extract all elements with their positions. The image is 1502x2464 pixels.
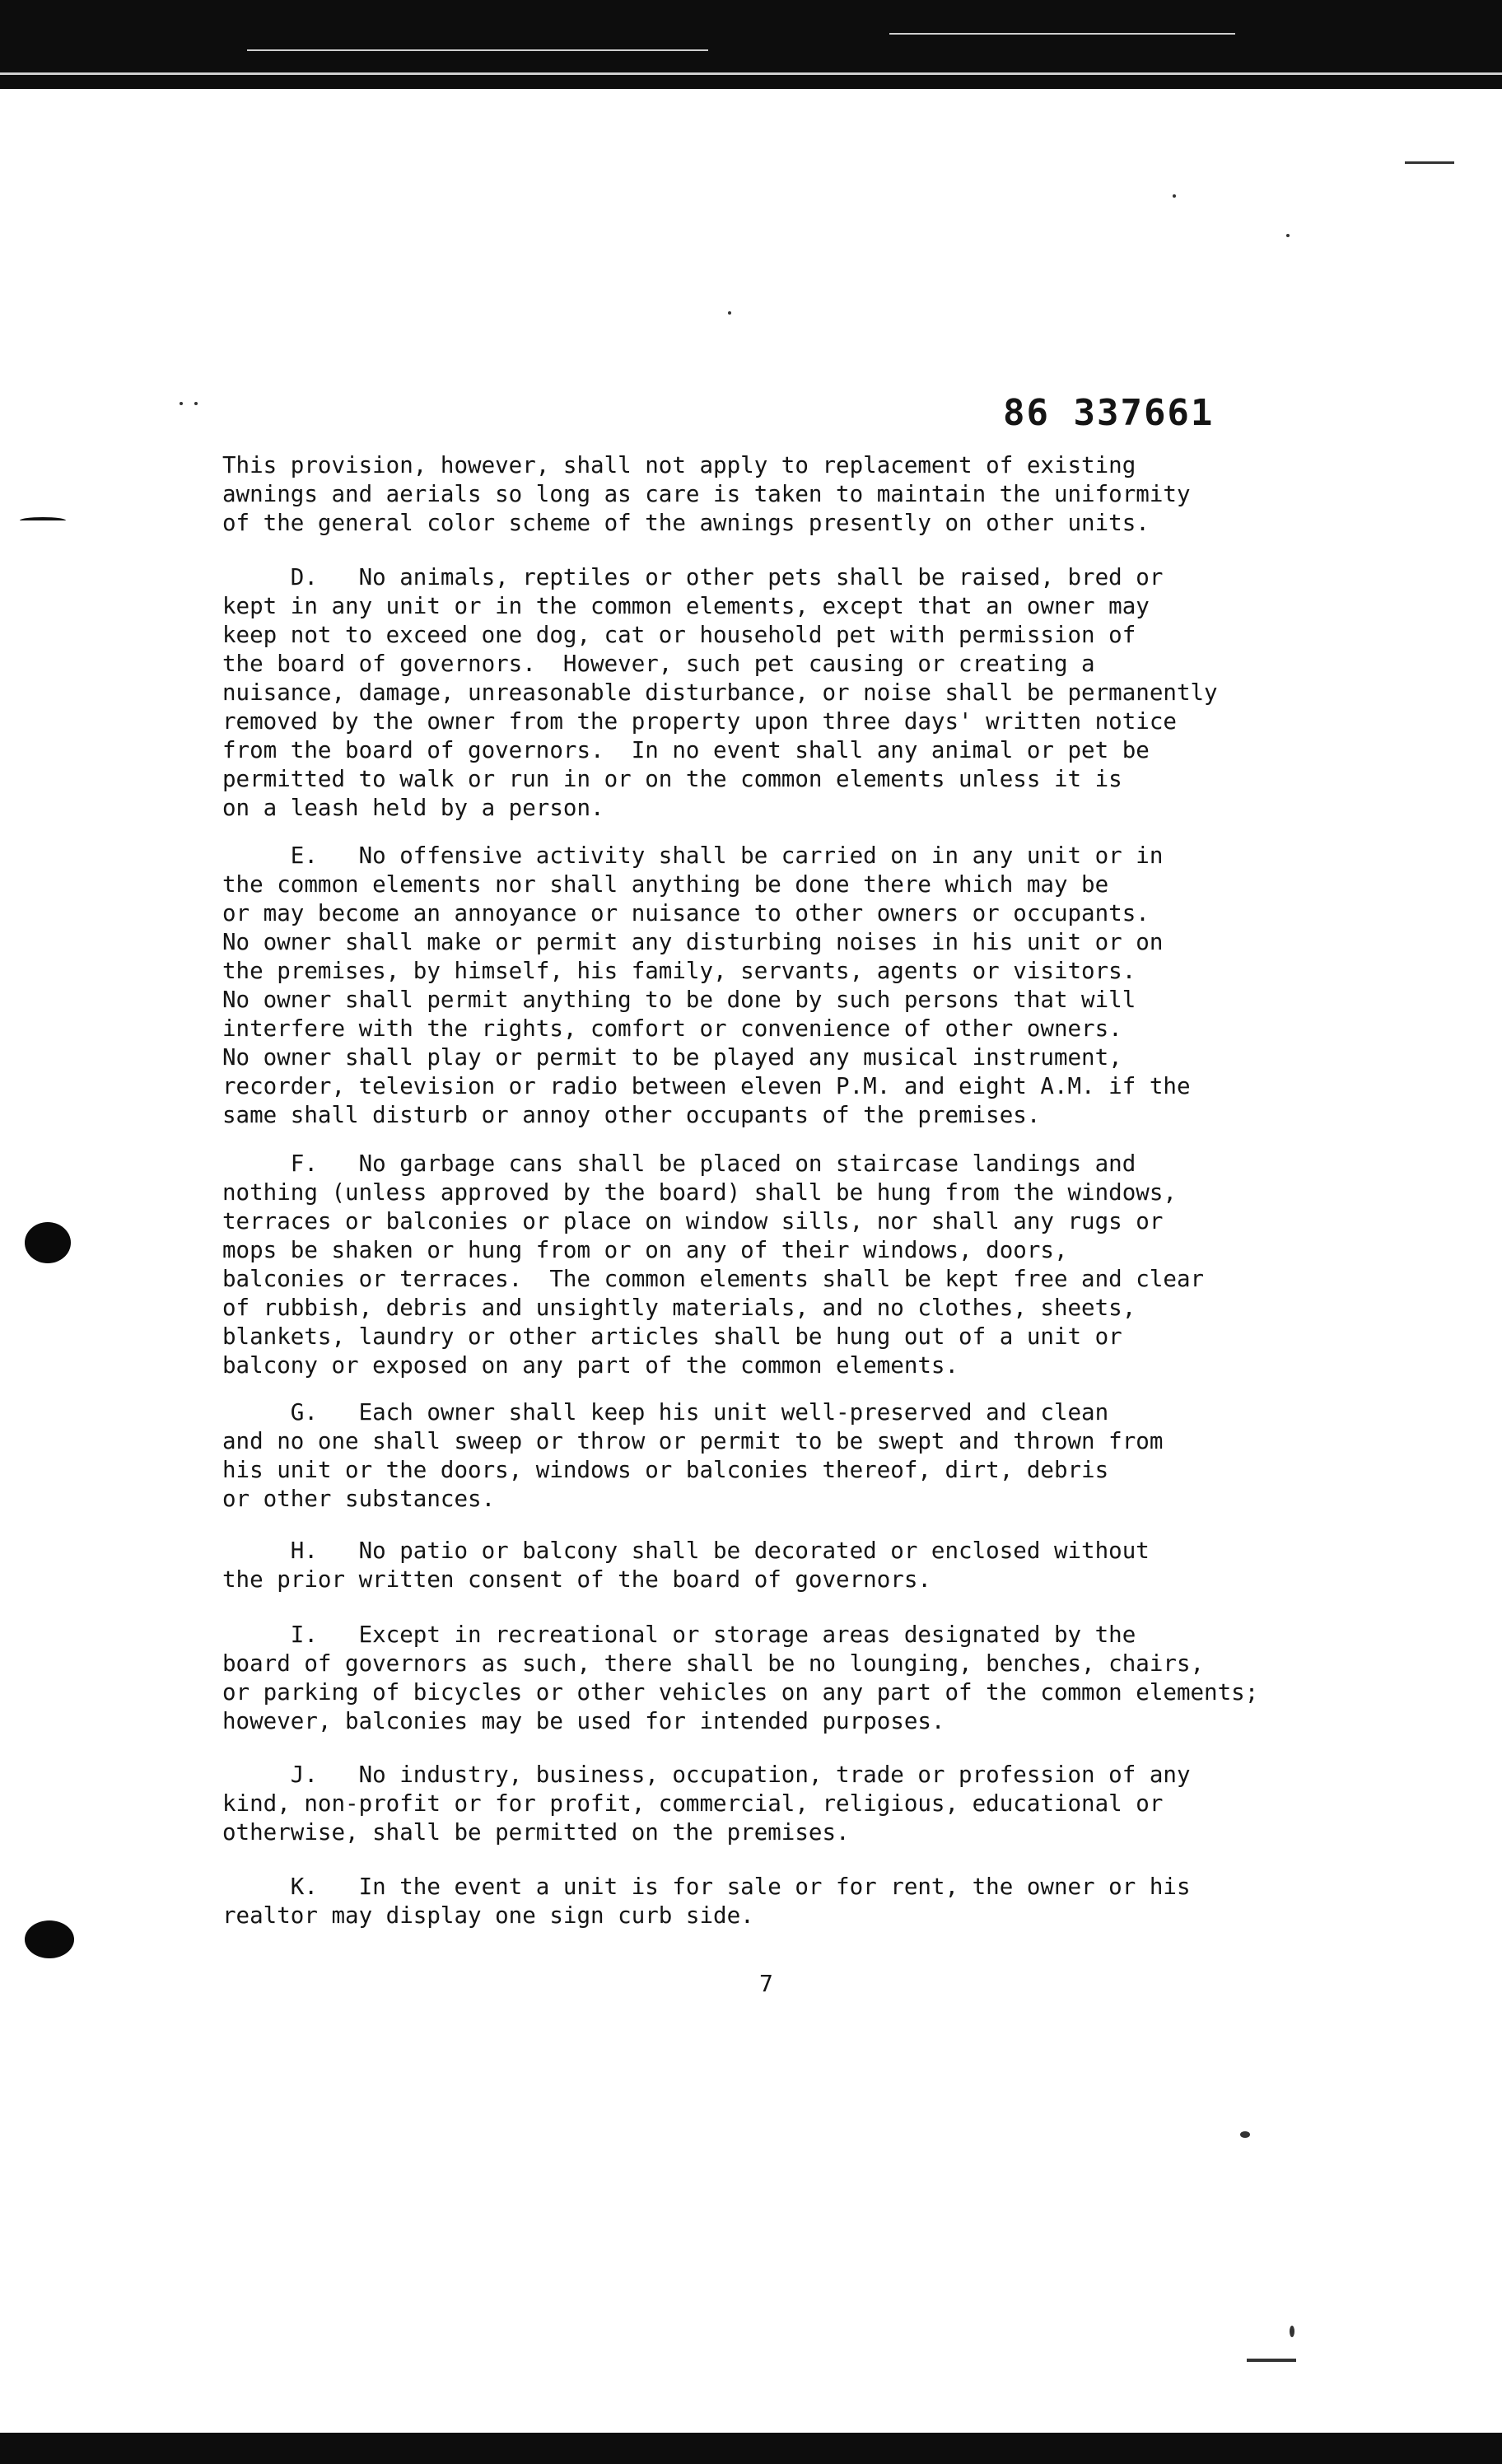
scan-speck bbox=[1173, 194, 1176, 198]
scan-speck bbox=[1247, 2359, 1296, 2362]
margin-arc-mark bbox=[20, 517, 66, 524]
page-number: 7 bbox=[759, 1970, 773, 1997]
scan-speck bbox=[180, 402, 183, 405]
scan-speck bbox=[1286, 234, 1290, 237]
scan-top-border bbox=[0, 0, 1502, 89]
paragraph-k-signs: K. In the event a unit is for sale or for rent, the owner or his realtor may display one sign curb side. bbox=[222, 1874, 1191, 1929]
paragraph-intro: This provision, however, shall not apply to replacement of existing awnings and aerials so long as care is taken to maintain the uniformity of the general color scheme of the awnings presently on other units. bbox=[222, 452, 1191, 536]
scan-speck bbox=[1290, 2326, 1294, 2337]
scan-speck bbox=[194, 402, 198, 405]
paragraph-i-common-areas: I. Except in recreational or storage areas designated by the board of governors as such, there shall be no lounging, benches, chairs, or parking of bicycles or other vehicles on any part of the common elements; however, balconies may be used for intended purposes. bbox=[222, 1622, 1259, 1734]
paragraph-f-garbage-cans: F. No garbage cans shall be placed on staircase landings and nothing (unless approved by the board) shall be hung from the windows, terraces or balconies or place on window sills, nor shall any rugs or mops be shaken or hung from or on any of their windows, doors, balconies or terraces. The common elements shall be kept free and clear of rubbish, debris and unsightly materials, and no clothes, sheets, blankets, laundry or other articles shall be hung out of a unit or balcony or exposed on any part of the common elements. bbox=[222, 1150, 1205, 1379]
binder-hole-mark bbox=[25, 1920, 74, 1958]
paragraph-g-unit-upkeep: G. Each owner shall keep his unit well-preserved and clean and no one shall sweep or throw or permit to be swept and thrown from his unit or the doors, windows or balconies thereof, dirt, debris or other substances. bbox=[222, 1399, 1164, 1512]
scan-streak bbox=[889, 33, 1235, 35]
scan-streak bbox=[247, 49, 708, 51]
document-number: 86 337661 bbox=[1003, 392, 1215, 434]
scan-streak bbox=[0, 72, 1502, 75]
paragraph-d-pets: D. No animals, reptiles or other pets shall be raised, bred or kept in any unit or in the common elements, except that an owner may keep not to exceed one dog, cat or household pet with permission of the board of governors. However, such pet causing or creating a nuisance, damage, unreasonable disturbance, or noise shall be permanently removed by the owner from the property upon three days' written notice from the board of governors. In no event shall any animal or pet be permitted to walk or run in or on the common elements unless it is on a leash held by a person. bbox=[222, 564, 1218, 821]
scan-speck bbox=[1405, 161, 1454, 164]
paragraph-j-business: J. No industry, business, occupation, trade or profession of any kind, non-profit or for profit, commercial, religious, educational or otherwise, shall be permitted on the premises. bbox=[222, 1762, 1191, 1846]
scan-speck bbox=[728, 311, 731, 315]
scan-bottom-border bbox=[0, 2433, 1502, 2464]
binder-hole-mark bbox=[25, 1222, 71, 1263]
paragraph-e-offensive-activity: E. No offensive activity shall be carried on in any unit or in the common elements nor shall anything be done there which may be or may become an annoyance or nuisance to other owners or occupants. No owner shall make or permit any disturbing noises in his unit or on the premises, by himself, his family, servants, agents or visitors. No owner shall permit anything to be done by such persons that will interfere with the rights, comfort or convenience of other owners. No owner shall play or permit to be played any musical instrument, recorder, television or radio between eleven P.M. and eight A.M. if the same shall disturb or annoy other occupants of the premises. bbox=[222, 842, 1191, 1128]
scan-speck bbox=[1240, 2131, 1250, 2138]
paragraph-h-patio: H. No patio or balcony shall be decorated or enclosed without the prior written consent of the board of governors. bbox=[222, 1538, 1150, 1593]
